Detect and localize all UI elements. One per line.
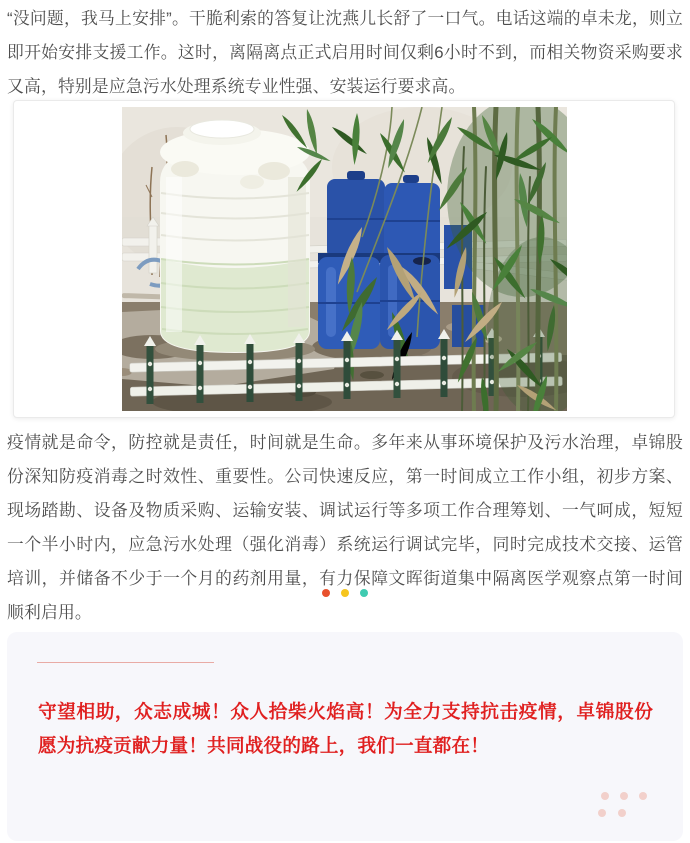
decorative-dot [618, 809, 626, 817]
banner-divider-line [37, 662, 214, 663]
slogan-banner [7, 632, 683, 841]
carousel-dot-yellow [341, 589, 349, 597]
paragraph-intro: “没问题，我马上安排”。干脆利索的答复让沈燕儿长舒了一口气。电话这端的卓未龙，则立即开始安排支援工作。这时，离隔离点正式启用时间仅剩6小时不到，而相关物资采购要求又高，特别是应急污水处理系统专业性强、安装运行要求高。 [7, 9, 683, 96]
decorative-dot [598, 809, 606, 817]
carousel-dot-red [322, 589, 330, 597]
paragraph-response: 疫情就是命令，防控就是责任，时间就是生命。多年来从事环境保护及污水治理，卓锦股份深知防疫消毒之时效性、重要性。公司快速反应，第一时间成立工作小组，初步方案、现场踏勘、设备及物质采购、运输安装、调试运行等多项工作合理筹划、一气呵成，短短一个半小时内，应急污水处理（强化消毒）系统运行调试完毕，同时完成技术交接、运管培训，并储备不少于一个月的药剂用量，有力保障文晖街道集中隔离医学观察点第一时间顺利启用。 [7, 433, 683, 622]
banner-slogan-text: 守望相助，众志成城！众人拾柴火焰高！为全力支持抗击疫情，卓锦股份愿为抗疫贡献力量！共同战役的路上，我们一直都在！ [38, 701, 653, 756]
white-storage-tank [155, 120, 315, 361]
decorative-dot [639, 792, 647, 800]
photo-water-treatment-site[interactable] [122, 107, 567, 411]
carousel-dots [0, 589, 690, 597]
decorative-dot [620, 792, 628, 800]
decorative-dot [601, 792, 609, 800]
photo-card [13, 100, 675, 418]
carousel-dot-teal [360, 589, 368, 597]
